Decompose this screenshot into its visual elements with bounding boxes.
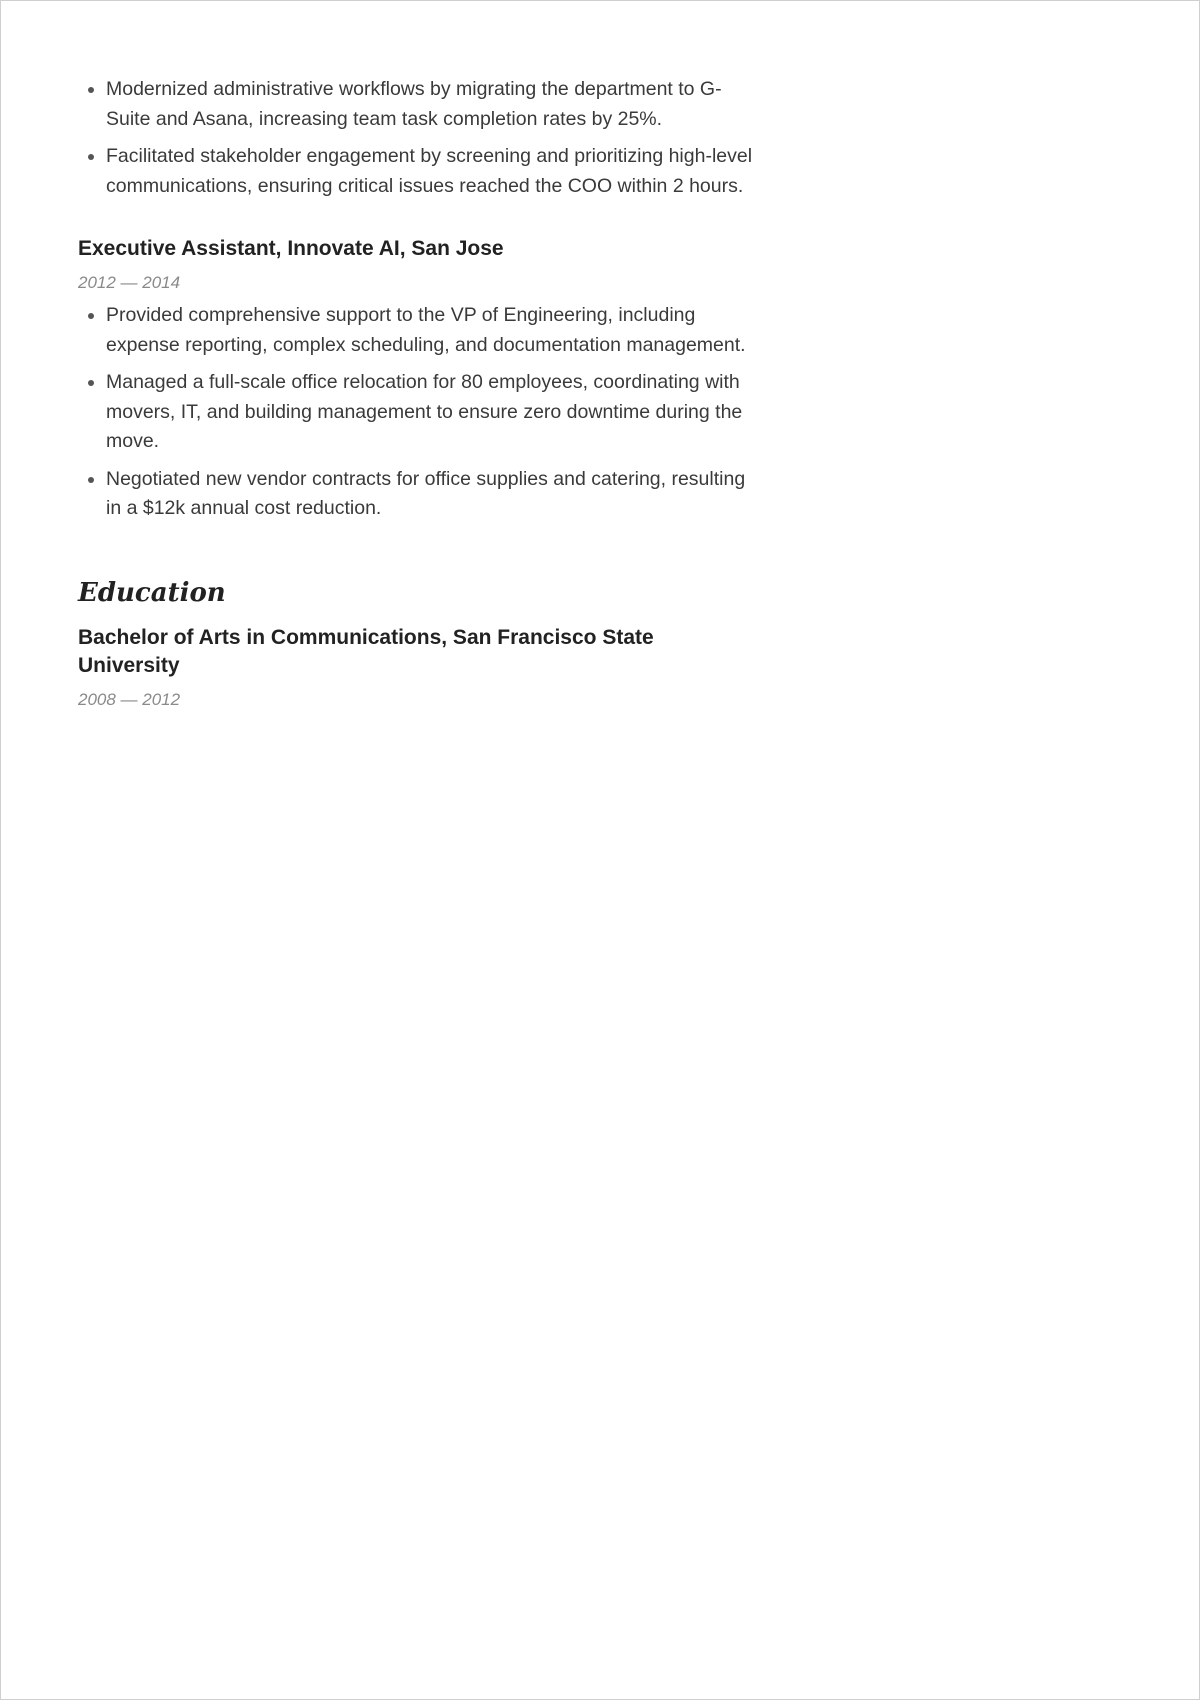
degree-title: Bachelor of Arts in Communications, San Francisco State University	[78, 625, 654, 677]
job-title: Executive Assistant, Innovate AI, San Jose	[78, 237, 504, 260]
job-dates: 2012 — 2014	[78, 273, 181, 292]
education-section	[78, 576, 758, 712]
bullet-item: • Modernized administrative workflows by migrating the department to G-Suite and Asana, increasing team task completion rates by 25%.	[106, 75, 758, 134]
previous-role-bullet-list	[78, 75, 758, 201]
bullet-item: • Provided comprehensive support to the VP of Engineering, including expense reporting, complex scheduling, and documentation management.	[106, 301, 758, 360]
job-bullet-list	[78, 301, 758, 524]
section-heading-education: Education	[78, 577, 226, 608]
resume-content	[78, 75, 758, 718]
education-dates: 2008 — 2012	[78, 689, 181, 709]
bullet-item: • Facilitated stakeholder engagement by screening and prioritizing high-level communications, ensuring critical issues reached the COO within 2 hours.	[106, 142, 758, 201]
experience-entry	[78, 235, 758, 524]
bullet-item: • Managed a full-scale office relocation for 80 employees, coordinating with movers, IT, and building management to ensure zero downtime during the move.	[106, 368, 758, 457]
bullet-item: • Negotiated new vendor contracts for office supplies and catering, resulting in a $12k annual cost reduction.	[106, 465, 758, 524]
